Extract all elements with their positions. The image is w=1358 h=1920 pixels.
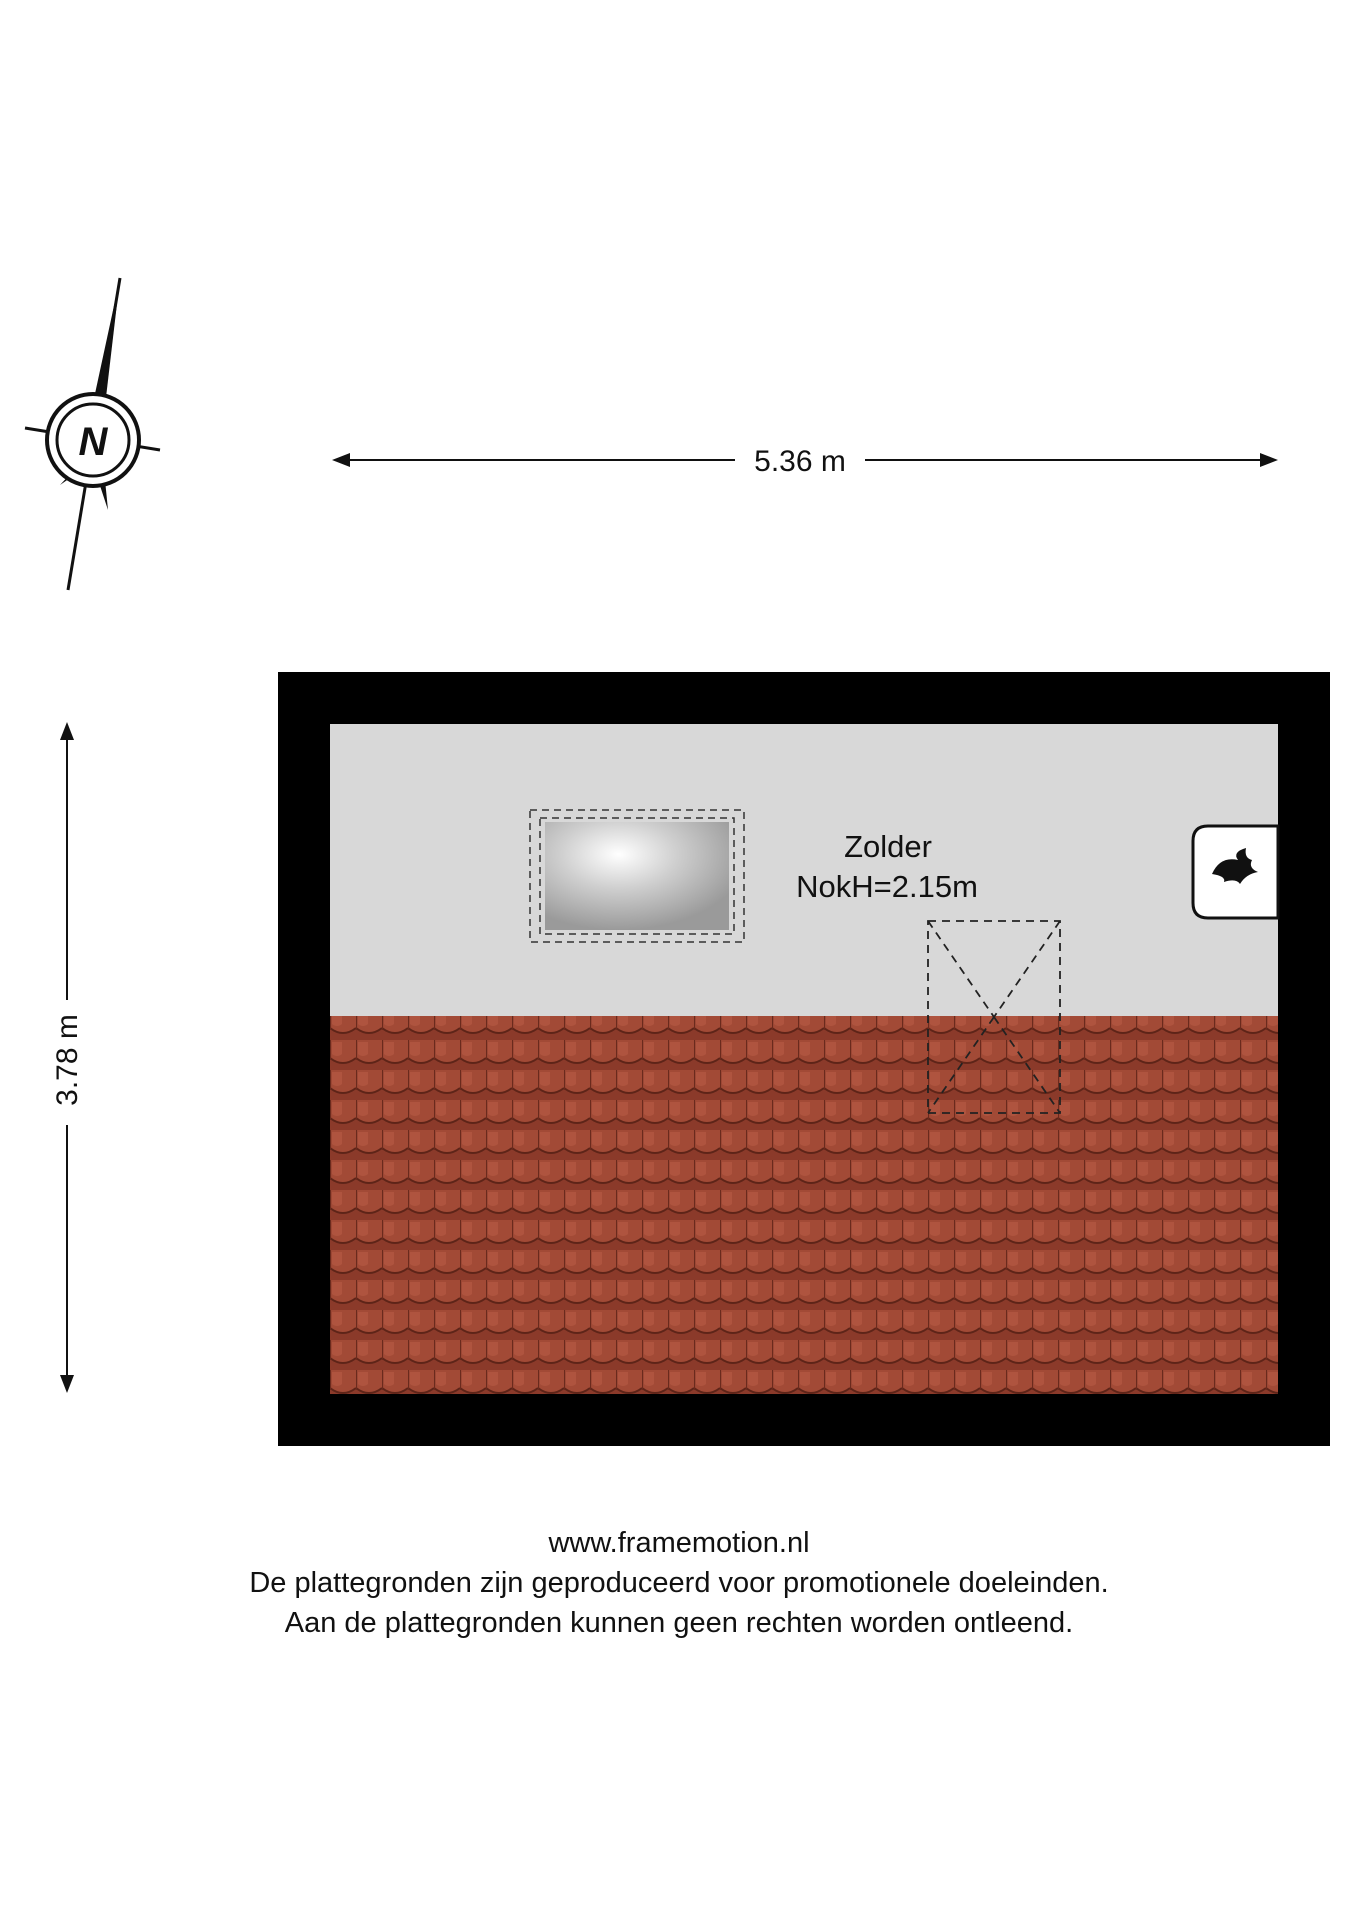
compass (25, 278, 160, 590)
central-heating-boiler-icon (1193, 826, 1278, 918)
width-dimension (332, 445, 1278, 478)
skylight-window (530, 810, 744, 942)
width-label: 5.36 m (754, 445, 846, 478)
compass-letter: N (78, 420, 108, 464)
room-name: Zolder (844, 829, 932, 864)
roof-slope (330, 1016, 1278, 1394)
depth-label: 3.78 m (51, 1014, 84, 1106)
depth-dimension (51, 722, 84, 1393)
footer-url: www.framemotion.nl (548, 1527, 810, 1559)
footer-disclaimer-1: De plattegronden zijn geproduceerd voor promotionele doeleinden. (249, 1567, 1109, 1599)
ridge-height: NokH=2.15m (796, 869, 978, 904)
footer-disclaimer-2: Aan de plattegronden kunnen geen rechten worden ontleend. (284, 1607, 1074, 1639)
